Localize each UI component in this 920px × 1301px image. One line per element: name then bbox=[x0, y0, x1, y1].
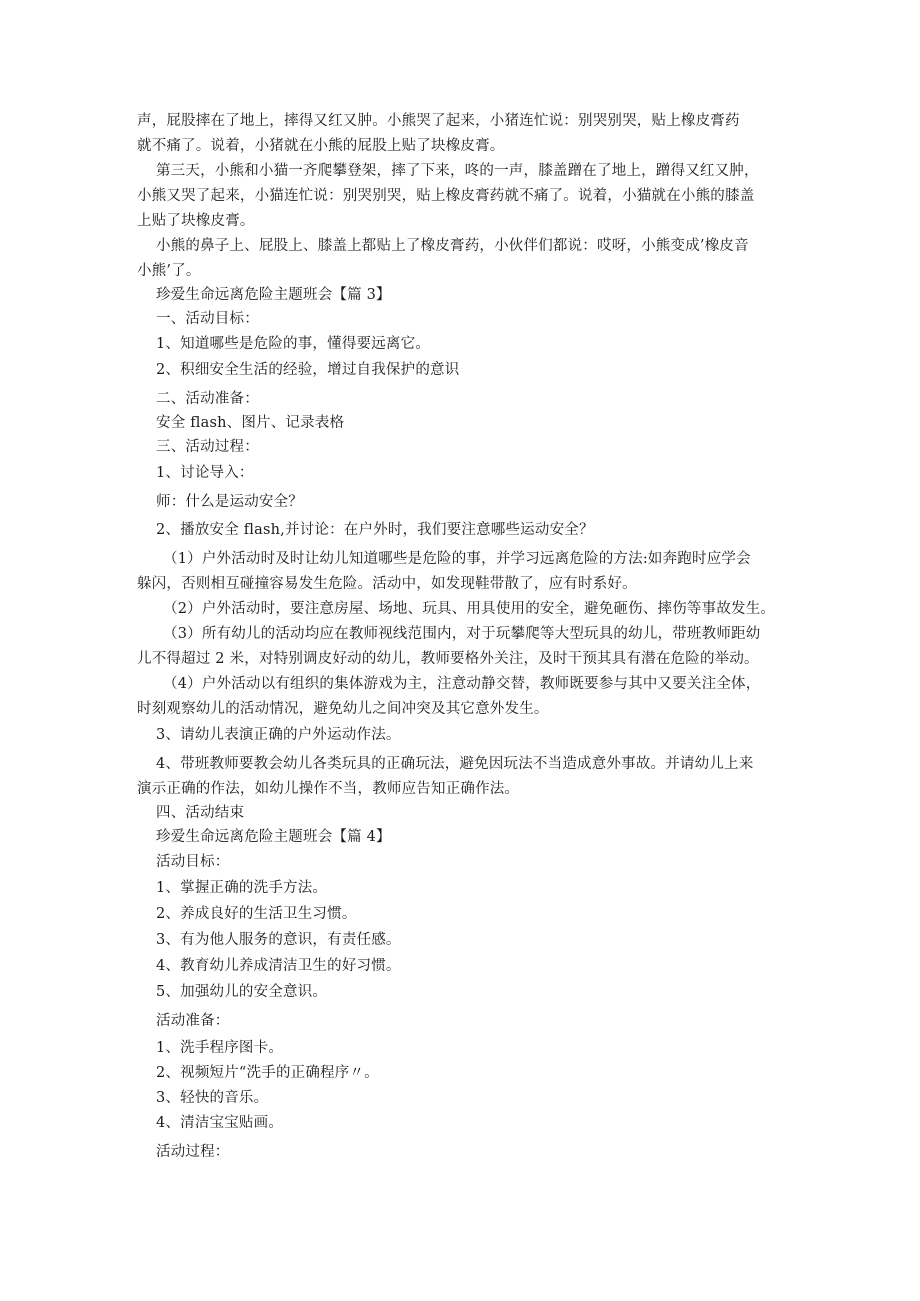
text-line: 3、有为他人服务的意识，有责任感。 bbox=[156, 932, 401, 948]
text-line: 活动准备： bbox=[156, 1013, 230, 1029]
text-line: 二、活动准备： bbox=[156, 391, 259, 407]
text-line: 活动过程： bbox=[156, 1144, 230, 1160]
text-line: 儿不得超过 2 米，对特别调皮好动的幼儿，教师要格外关注，及时干预其具有潜在危险的举动。 bbox=[137, 651, 759, 667]
text-line: 小熊’了。 bbox=[137, 263, 201, 279]
text-line: 3、请幼儿表演正确的户外运动作法。 bbox=[156, 727, 401, 743]
text-line: 演示正确的作法，如幼儿操作不当，教师应告知正确作法。 bbox=[137, 781, 520, 797]
text-line: 1、洗手程序图卡。 bbox=[156, 1040, 284, 1056]
text-line: 躲闪，否则相互碰撞容易发生危险。活动中，如发现鞋带散了，应有时系好。 bbox=[137, 576, 637, 592]
section-heading: 珍爱生命远离危险主题班会【篇 4】 bbox=[156, 829, 391, 845]
text-line: （2）户外活动时，要注意房屋、场地、玩具、用具使用的安全，避免砸伤、摔伤等事故发生。 bbox=[163, 601, 776, 617]
text-line: 1、知道哪些是危险的事，懂得要远离它。 bbox=[156, 336, 431, 352]
text-line: 就不痛了。说着，小猪就在小熊的屁股上贴了块橡皮膏。 bbox=[137, 138, 505, 154]
text-line: 安全 flash、图片、记录表格 bbox=[156, 415, 345, 431]
text-line: 5、加强幼儿的安全意识。 bbox=[156, 984, 328, 1000]
text-line: 1、掌握正确的洗手方法。 bbox=[156, 880, 328, 896]
text-line: （1）户外活动时及时让幼儿知道哪些是危险的事，并学习远离危险的方法:如奔跑时应学会 bbox=[163, 551, 751, 567]
text-line: 小熊的鼻子上、屁股上、膝盖上都贴上了橡皮膏药，小伙伴们都说：哎呀，小熊变成’橡皮音 bbox=[156, 238, 749, 254]
text-line: 2、养成良好的生活卫生习惯。 bbox=[156, 906, 357, 922]
text-line: 第三天，小熊和小猫一齐爬攀登架，摔了下来，咚的一声，膝盖蹭在了地上，蹭得又红又肿， bbox=[156, 163, 759, 179]
text-line: 活动目标： bbox=[156, 854, 230, 870]
text-line: 3、轻快的音乐。 bbox=[156, 1090, 269, 1106]
text-line: 4、教育幼儿养成清洁卫生的好习惯。 bbox=[156, 958, 401, 974]
text-line: 2、积细安全生活的经验，增过自我保护的意识 bbox=[156, 362, 460, 378]
text-line: 四、活动结束 bbox=[156, 805, 245, 821]
text-line: 师：什么是运动安全？ bbox=[156, 494, 303, 510]
text-line: 2、视频短片“洗手的正确程序〃。 bbox=[156, 1065, 379, 1081]
text-line: （3）所有幼儿的活动均应在教师视线范围内，对于玩攀爬等大型玩具的幼儿，带班教师距幼 bbox=[163, 626, 761, 642]
text-line: 1、讨论导入： bbox=[156, 465, 254, 481]
text-line: 小熊又哭了起来，小猫连忙说：别哭别哭，贴上橡皮膏药就不痛了。说着，小猫就在小熊的膝盖 bbox=[137, 188, 755, 204]
text-line: 时刻观察幼儿的活动情况，避免幼儿之间冲突及其它意外发生。 bbox=[137, 701, 549, 717]
text-line: 上贴了块橡皮膏。 bbox=[137, 213, 255, 229]
text-line: 三、活动过程： bbox=[156, 439, 259, 455]
text-line: 4、带班教师要教会幼儿各类玩具的正确玩法，避免因玩法不当造成意外事故。并请幼儿上来 bbox=[156, 756, 754, 772]
text-line: 声，屁股摔在了地上，摔得又红又肿。小熊哭了起来，小猪连忙说：别哭别哭，贴上橡皮膏药 bbox=[137, 113, 740, 129]
text-line: 2、播放安全 flash,并讨论：在户外时，我们要注意哪些运动安全？ bbox=[156, 522, 594, 538]
text-line: （4）户外活动以有组织的集体游戏为主，注意动静交替，教师既要参与其中又要关注全体， bbox=[163, 676, 761, 692]
text-line: 一、活动目标： bbox=[156, 311, 259, 327]
section-heading: 珍爱生命远离危险主题班会【篇 3】 bbox=[156, 287, 391, 303]
text-line: 4、清洁宝宝贴画。 bbox=[156, 1115, 284, 1131]
